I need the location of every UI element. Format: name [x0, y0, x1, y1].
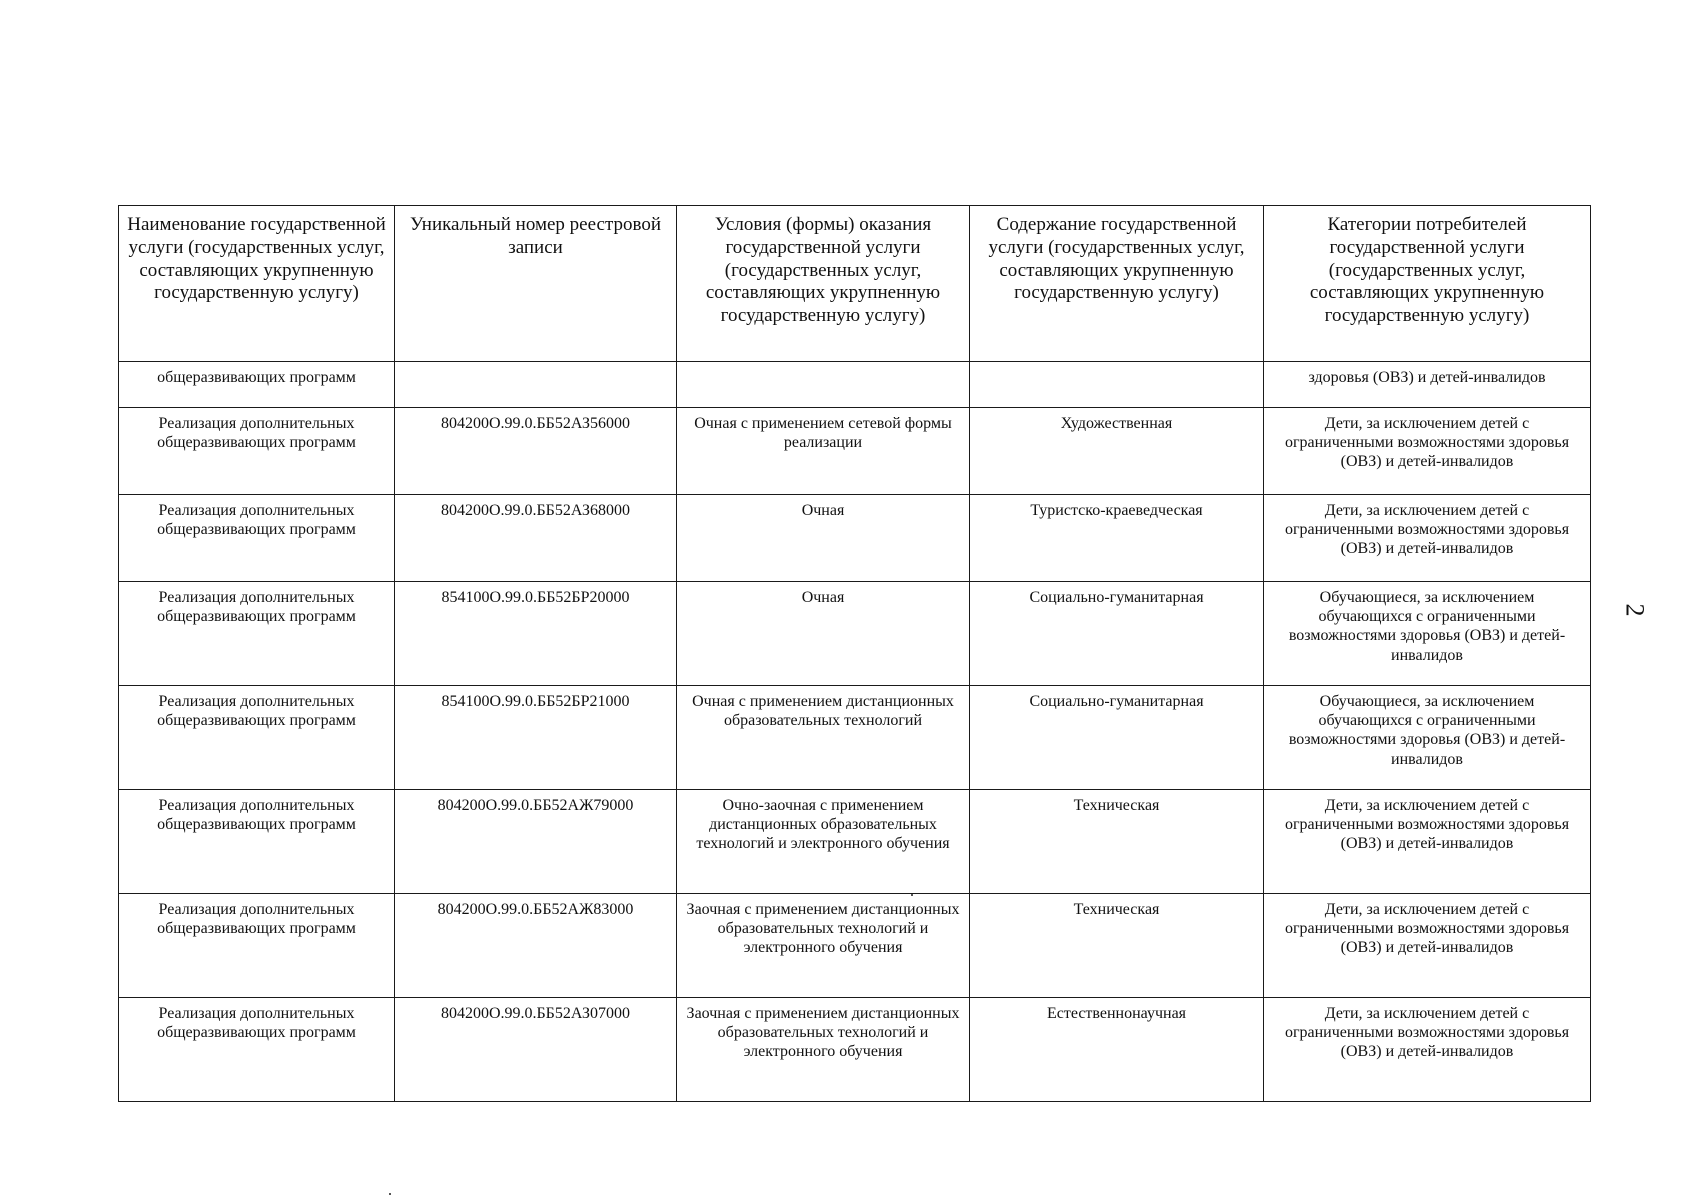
table-header-row	[119, 206, 1591, 362]
table-cell: 804200О.99.0.ББ52АЖ83000	[395, 894, 677, 998]
table-cell: здоровья (ОВЗ) и детей-инвалидов	[1264, 362, 1591, 408]
table-cell: Обучающиеся, за исключением обучающихся с ограниченными возможностями здоровья (ОВЗ) и детей-инвалидов	[1264, 686, 1591, 790]
table-cell: Заочная с применением дистанционных образовательных технологий и электронного обучения	[677, 894, 970, 998]
page-number: 2	[1620, 603, 1650, 617]
table-cell: Очная с применением дистанционных образовательных технологий	[677, 686, 970, 790]
table-cell: Очная с применением сетевой формы реализации	[677, 408, 970, 495]
table-cell	[677, 362, 970, 408]
table-cell: Художественная	[970, 408, 1264, 495]
table-cell: Техническая	[970, 790, 1264, 894]
table-cell: Реализация дополнительных общеразвивающих программ	[119, 686, 395, 790]
table-cell: Обучающиеся, за исключением обучающихся с ограниченными возможностями здоровья (ОВЗ) и детей-инвалидов	[1264, 582, 1591, 686]
table-cell: Туристско-краеведческая	[970, 495, 1264, 582]
table-row	[119, 894, 1591, 998]
table-cell	[970, 362, 1264, 408]
table-cell: Естественнонаучная	[970, 998, 1264, 1102]
table-cell: Реализация дополнительных общеразвивающих программ	[119, 495, 395, 582]
scan-artifact	[389, 1193, 391, 1195]
table-cell: Реализация дополнительных общеразвивающих программ	[119, 582, 395, 686]
table-cell: Реализация дополнительных общеразвивающих программ	[119, 998, 395, 1102]
table-row	[119, 790, 1591, 894]
table-cell: 804200О.99.0.ББ52АЖ79000	[395, 790, 677, 894]
table-cell: Заочная с применением дистанционных образовательных технологий и электронного обучения	[677, 998, 970, 1102]
table-cell: Очная	[677, 495, 970, 582]
table-cell: Техническая	[970, 894, 1264, 998]
header-service-name: Наименование государственной услуги (государственных услуг, составляющих укрупненную государственную услугу)	[119, 206, 395, 362]
table-row	[119, 998, 1591, 1102]
table-cell: Социально-гуманитарная	[970, 686, 1264, 790]
table-cell: Дети, за исключением детей с ограниченными возможностями здоровья (ОВЗ) и детей-инвалидов	[1264, 790, 1591, 894]
header-conditions: Условия (формы) оказания государственной услуги (государственных услуг, составляющих укрупненную государственную услугу)	[677, 206, 970, 362]
services-table	[118, 205, 1591, 1102]
table-row	[119, 582, 1591, 686]
table-cell: 854100О.99.0.ББ52БР21000	[395, 686, 677, 790]
table-cell: 804200О.99.0.ББ52АЗ07000	[395, 998, 677, 1102]
table-cell: Социально-гуманитарная	[970, 582, 1264, 686]
header-consumer-categories: Категории потребителей государственной услуги (государственных услуг, составляющих укрупненную государственную услугу)	[1264, 206, 1591, 362]
table-cell: Дети, за исключением детей с ограниченными возможностями здоровья (ОВЗ) и детей-инвалидов	[1264, 408, 1591, 495]
table-row	[119, 686, 1591, 790]
table-cell: Очно-заочная с применением дистанционных образовательных технологий и электронного обучения	[677, 790, 970, 894]
table-row	[119, 408, 1591, 495]
header-content: Содержание государственной услуги (государственных услуг, составляющих укрупненную государственную услугу)	[970, 206, 1264, 362]
scan-artifact	[911, 894, 913, 896]
table-cell: 854100О.99.0.ББ52БР20000	[395, 582, 677, 686]
table-cell: Реализация дополнительных общеразвивающих программ	[119, 894, 395, 998]
table-cell	[395, 362, 677, 408]
header-registry-number: Уникальный номер реестровой записи	[395, 206, 677, 362]
table-cell: Реализация дополнительных общеразвивающих программ	[119, 408, 395, 495]
table-cell: 804200О.99.0.ББ52АЗ56000	[395, 408, 677, 495]
table-row-continuation	[119, 362, 1591, 408]
table-cell: Очная	[677, 582, 970, 686]
table-cell: 804200О.99.0.ББ52АЗ68000	[395, 495, 677, 582]
table-row	[119, 495, 1591, 582]
table-cell: общеразвивающих программ	[119, 362, 395, 408]
table-cell: Дети, за исключением детей с ограниченными возможностями здоровья (ОВЗ) и детей-инвалидов	[1264, 495, 1591, 582]
table-cell: Дети, за исключением детей с ограниченными возможностями здоровья (ОВЗ) и детей-инвалидов	[1264, 894, 1591, 998]
table-cell: Реализация дополнительных общеразвивающих программ	[119, 790, 395, 894]
table-cell: Дети, за исключением детей с ограниченными возможностями здоровья (ОВЗ) и детей-инвалидов	[1264, 998, 1591, 1102]
